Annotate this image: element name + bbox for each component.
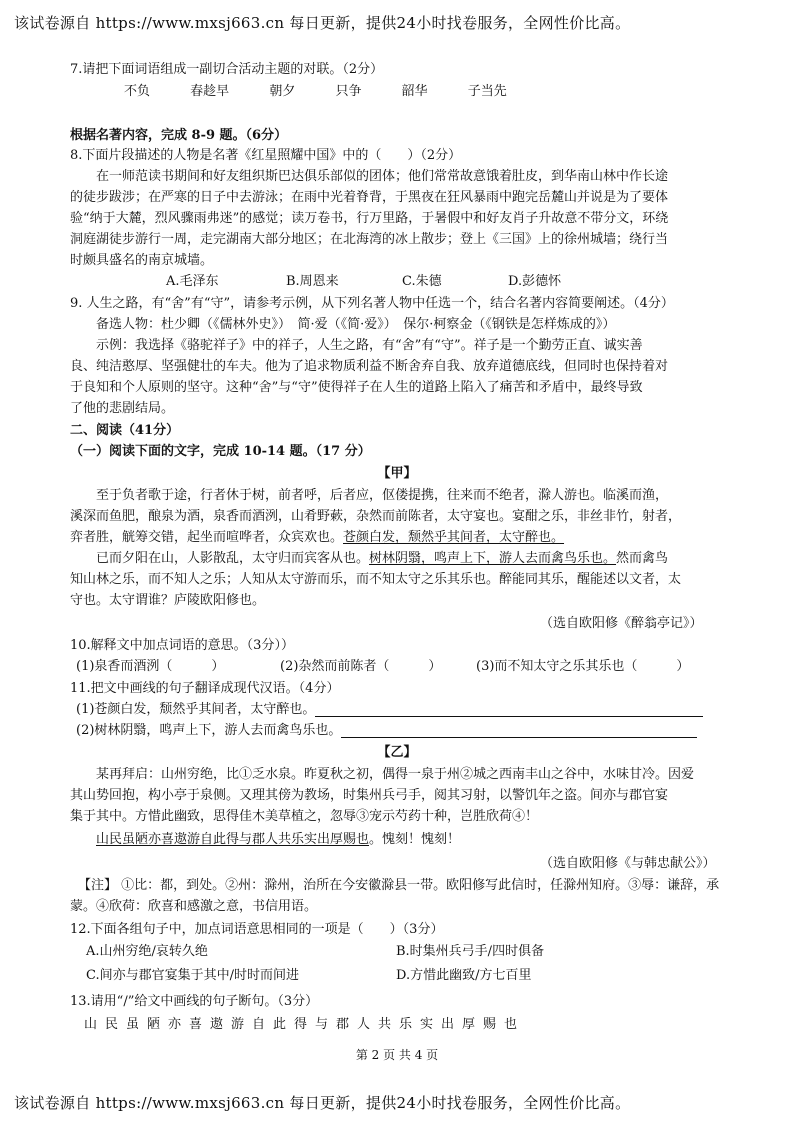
section-reading-heading: 二、阅读（41分）	[70, 423, 180, 438]
q7-word: 韶华	[401, 84, 428, 99]
q7-word: 不负	[124, 84, 151, 99]
q8-text-line: 在一师范读书期间和好友组织斯巴达俱乐部似的团体；他们常常故意饿着肚皮，到华南山林中作长途	[96, 169, 669, 184]
jia-source: （选自欧阳修《醉翁亭记》）	[540, 616, 703, 631]
q12-option-d[interactable]: D.方惜此幽致/方七百里	[396, 968, 532, 983]
jia-text: 已而夕阳在山，人影散乱，太守归而宾客从也。	[96, 551, 370, 566]
jia-text-line: 溪深而鱼肥，酿泉为酒，泉香而酒洌，山肴野蔌，杂然而前陈者，太守宴也。宴酣之乐，非丝非竹，射者，	[70, 509, 682, 524]
q9-example-line: 了他的悲剧结局。	[70, 401, 175, 416]
q13-char: 与	[314, 1017, 328, 1032]
section-classics-heading: 根据名著内容，完成 8-9 题。（6分）	[70, 128, 288, 143]
q13-char: 民	[104, 1017, 118, 1032]
yi-source: （选自欧阳修《与韩忠献公》）	[540, 856, 716, 871]
q13-char: 厚	[461, 1017, 475, 1032]
q11-item-2-row	[76, 719, 697, 738]
q8-option-c[interactable]: C.朱德	[402, 274, 442, 289]
q13-char: 亦	[167, 1017, 181, 1032]
q13-char: 得	[293, 1017, 307, 1032]
q7-word: 朝夕	[269, 84, 296, 99]
q13-char: 此	[272, 1017, 286, 1032]
q11-answer-line-2[interactable]	[341, 737, 697, 738]
q7-word: 春趁早	[190, 84, 230, 99]
q11-answer-line-1[interactable]	[315, 716, 703, 717]
q11-item-1-row	[76, 698, 703, 717]
q11-item-1: (1)苍颜白发，颓然乎其间者，太守醉也。	[76, 702, 316, 717]
subsection-1-heading: （一）阅读下面的文字，完成 10-14 题。（17 分）	[70, 444, 371, 459]
q10-item-1[interactable]: (1)泉香而酒洌（ ）	[76, 659, 225, 674]
q13-char: 自	[251, 1017, 265, 1032]
q13-char: 人	[356, 1017, 370, 1032]
passage-yi-title: 【乙】	[377, 745, 417, 760]
q9-example-line: 示例：我选择《骆驼祥子》中的祥子，人生之路，有“舍”有“守”。祥子是一个勤劳正直、诚实善	[96, 338, 643, 353]
q13-char: 赐	[482, 1017, 496, 1032]
q7-word-list	[124, 80, 543, 99]
q7-word: 只争	[335, 84, 362, 99]
yi-text-line-with-underline	[96, 828, 460, 847]
q10-stem: 10.解释文中加点词语的意思。（3分））	[70, 638, 294, 653]
q13-stem: 13.请用“/”给文中画线的句子断句。（3分）	[70, 994, 319, 1009]
page-number: 第 2 页 共 4 页	[355, 1048, 439, 1062]
q7-word: 子当先	[467, 84, 507, 99]
q8-option-d[interactable]: D.彭德怀	[508, 274, 562, 289]
jia-text: 然而禽鸟	[616, 551, 669, 566]
q10-item-3[interactable]: (3)而不知太守之乐其乐也（ ）	[476, 659, 690, 674]
q8-stem: 8.下面片段描述的人物是名著《红星照耀中国》中的（ ）（2分）	[70, 148, 462, 163]
q9-example-line: 良、纯洁憨厚、坚强健壮的车夫。他为了追求物质利益不断舍弃自我、放弃道德底线，但同时也保持着对	[70, 359, 669, 374]
jia-text-line-with-underline	[96, 547, 668, 566]
q13-char: 乐	[398, 1017, 412, 1032]
q13-char: 陋	[146, 1017, 160, 1032]
page-header-banner: 该试卷源自 https://www.mxsj663.cn 每日更新，提供24小时找卷服务，全网性价比高。	[14, 14, 631, 32]
q13-char: 遨	[209, 1017, 223, 1032]
jia-text-line-with-underline	[70, 526, 564, 545]
jia-underlined-sentence-2: 树林阴翳，鸣声上下，游人去而禽鸟乐也。	[369, 551, 617, 566]
q12-option-b[interactable]: B.时集州兵弓手/四时俱备	[396, 944, 545, 959]
q9-example-line: 于良知和个人原则的坚守。这种“舍”与“守”使得祥子在人生的道路上陷入了痛苦和矛盾中，最终导致	[70, 380, 643, 395]
q13-char: 郡	[335, 1017, 349, 1032]
q9-candidates: 备选人物：杜少卿（《儒林外史》） 简·爱（《简·爱》） 保尔·柯察金（《钢铁是怎样炼成的》）	[96, 317, 616, 332]
jia-text-line: 至于负者歌于途，行者休于树，前者呼，后者应，伛偻提携，往来而不绝者，滁人游也。临溪而渔，	[96, 488, 669, 503]
q9-stem: 9. 人生之路，有“舍”有“守”，请参考示例，从下列名著人物中任选一个，结合名著内容简要阐述。（4分）	[70, 296, 674, 311]
yi-note-line: 【注】 ①比：都，到处。②州：滁州，治所在今安徽滁县一带。欧阳修写此信时，任滁州知府。③辱：谦辞，承	[78, 878, 720, 893]
yi-text-line: 其山势回抱，构小亭于泉侧。又理其傍为教场，时集州兵弓手，阅其习射，以警饥年之盗。间亦与郡官宴	[70, 788, 669, 803]
q12-stem: 12.下面各组句子中，加点词语意思相同的一项是（ ）（3分）	[70, 922, 444, 937]
q12-option-c[interactable]: C.间亦与郡官宴集于其中/时时而间进	[86, 968, 299, 983]
q13-char: 出	[440, 1017, 454, 1032]
q13-char: 共	[377, 1017, 391, 1032]
yi-text: 。愧刻！愧刻！	[369, 832, 461, 847]
yi-note-line: 蒙。④欣荷：欣喜和感激之意，书信用语。	[70, 899, 318, 914]
q13-char: 实	[419, 1017, 433, 1032]
q13-char: 虽	[125, 1017, 139, 1032]
yi-text-line: 集于其中。方惜此幽致，思得佳木美草植之，忽辱③宠示芍药十种，岂胜欣荷④！	[70, 809, 539, 824]
q13-char: 游	[230, 1017, 244, 1032]
q8-option-b[interactable]: B.周恩来	[286, 274, 339, 289]
q11-item-2: (2)树林阴翳，鸣声上下，游人去而禽鸟乐也。	[76, 723, 342, 738]
q13-char: 喜	[188, 1017, 202, 1032]
jia-text-line: 知山林之乐，而不知人之乐；人知从太守游而乐，而不知太守之乐其乐也。醉能同其乐，醒能述以文者，太	[70, 572, 682, 587]
q10-item-2[interactable]: (2)杂然而前陈者（ ）	[280, 659, 442, 674]
q13-char: 也	[503, 1017, 517, 1032]
yi-text-line: 某再拜启：山州穷绝，比①乏水泉。昨夏秋之初，偶得一泉于州②城之西南丰山之谷中，水味甘冷。因爱	[96, 767, 695, 782]
q8-text-line: 时颇具盛名的南京城墙。	[70, 253, 214, 268]
jia-underlined-sentence-1: 苍颜白发，颓然乎其间者，太守醉也。	[343, 530, 565, 545]
q8-text-line: 的徒步跋涉；在严寒的日子中去游泳；在雨中光着脊背，于黑夜在狂风暴雨中跑完岳麓山并说是为了要体	[70, 190, 669, 205]
q7-stem: 7.请把下面词语组成一副切合活动主题的对联。（2分）	[70, 62, 384, 77]
yi-underlined-sentence: 山民虽陋亦喜遨游自此得与郡人共乐实出厚赐也	[96, 832, 370, 847]
page-footer-banner: 该试卷源自 https://www.mxsj663.cn 每日更新，提供24小时找卷服务，全网性价比高。	[14, 1094, 631, 1112]
q8-text-line: 验“纳于大麓，烈风骤雨弗迷”的感觉；读万卷书，行万里路，于暑假中和好友肖子升故意不带分文，环绕	[70, 211, 669, 226]
q13-char: 山	[83, 1017, 97, 1032]
jia-text: 弈者胜，觥筹交错，起坐而喧哗者，众宾欢也。	[70, 530, 344, 545]
q13-sentence[interactable]	[80, 1013, 521, 1032]
jia-text-line: 守也。太守谓谁？庐陵欧阳修也。	[70, 593, 266, 608]
passage-jia-title: 【甲】	[377, 466, 417, 481]
q12-option-a[interactable]: A.山州穷绝/哀转久绝	[86, 944, 208, 959]
q8-text-line: 洞庭湖徒步游行一周，走完湖南大部分地区；在北海湾的冰上散步；登上《三国》上的徐州城墙；绕行当	[70, 232, 669, 247]
q11-stem: 11.把文中画线的句子翻译成现代汉语。（4分）	[70, 681, 340, 696]
q8-option-a[interactable]: A.毛泽东	[166, 274, 219, 289]
